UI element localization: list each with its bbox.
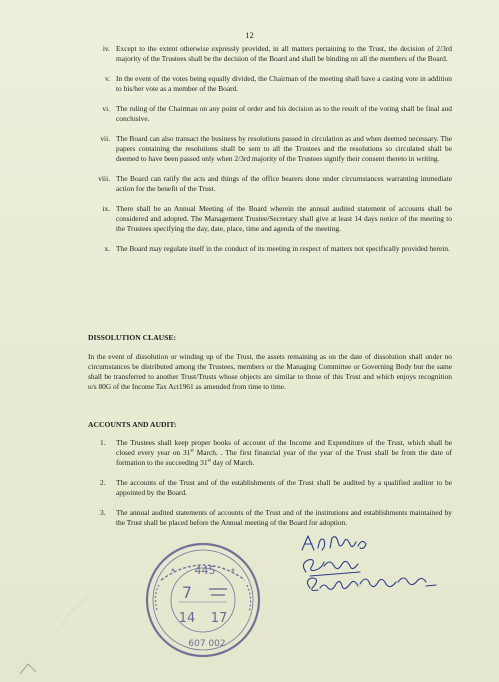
clause-x (88, 244, 452, 254)
item-number: 2. (100, 478, 106, 487)
clause-number: v. (104, 74, 110, 83)
accounts-item-3 (100, 508, 452, 528)
accounts-item-1 (100, 438, 452, 468)
clause-vii (88, 134, 452, 164)
clause-number: x. (104, 244, 110, 253)
page-number: 12 (245, 30, 254, 40)
corner-mark (18, 660, 38, 676)
clause-vi (88, 104, 452, 124)
accounts-item-2 (100, 478, 452, 498)
clause-number: iv. (102, 44, 110, 53)
clause-number: vii. (100, 134, 110, 143)
seal-pin: 607 002 (188, 639, 226, 649)
seal-line: 7 (181, 583, 193, 602)
clause-text: The Board can ratify the acts and things of the office bearers done under circumstances warranting immediate action for the benefit of the Trust. (116, 174, 452, 193)
accounts-list (100, 438, 452, 538)
scan-smudge (60, 590, 90, 630)
dissolution-heading: DISSOLUTION CLAUSE: (88, 333, 176, 342)
seal-date-b: 17 (210, 611, 228, 626)
clause-number: ix. (102, 204, 110, 213)
clause-text: The ruling of the Chairman on any point of order and his decision as to the result of the voting shall be final and conclusive. (116, 104, 452, 123)
clause-text: The Board can also transact the business by resolutions passed in circulation as and when deemed necessary. The papers containing the resolutions shall be sent to all the Trustees and the resolutions so circulated shall be deemed to have been passed only when 2/3rd majority of the Trustees signify their consent thereto in writing. (116, 134, 452, 163)
clause-text: There shall be an Annual Meeting of the Board wherein the annual audited statement of accounts shall be considered and adopted. The Management Trustee/Secretary shall give at least 14 days notice of the meeting to the Trustees specifying the day, date, place, time and agenda of the meeting. (116, 204, 452, 233)
accounts-heading: ACCOUNTS AND AUDIT: (88, 420, 177, 429)
seal-number: 445 (194, 564, 216, 577)
dissolution-paragraph: In the event of dissolution or winding up of the Trust, the assets remaining as on the date of dissolution shall under no circumstances be distributed among the Trustees, members or the Managing Committee or Governing Body but the same shall be transferred to another Trust/Trusts whose objects are similar to those of this Trust and which enjoys recognition u/s 80G of the Income Tax Act1961 as amended from time to time. (88, 352, 452, 391)
clause-iv (88, 44, 452, 64)
clause-viii (88, 174, 452, 194)
trustee-signatures (296, 528, 466, 608)
clause-text: Except to the extent otherwise expressly provided, in all matters pertaining to the Trust, the decision of 2/3rd majority of the Trustees shall be the decision of the Board and shall be binding on all the members of the Board. (116, 44, 452, 63)
item-number: 1. (100, 438, 106, 447)
item-text: The Trustees shall keep proper books of account of the Income and Expenditure of the Trust, which shall be closed every year on 31st March. . The first financial year of the year of the Trust shall be from the date of formation to the succeeding 31st day of March. (116, 438, 452, 467)
office-seal (143, 540, 263, 660)
item-text: The accounts of the Trust and of the establishments of the Trust shall be audited by a qualified auditor to be appointed by the Board. (116, 478, 452, 497)
clause-number: vi. (102, 104, 110, 113)
clause-v (88, 74, 452, 94)
seal-date-a: 14 (178, 611, 196, 626)
item-text: The annual audited statements of accounts of the Trust and of the institutions and establishments maintained by the Trust shall be placed before the Annual meeting of the Board for adoption. (116, 508, 452, 527)
item-number: 3. (100, 508, 106, 517)
clause-text: In the event of the votes being equally divided, the Chairman of the meeting shall have a casting vote in addition to his/her vote as a member of the Board. (116, 74, 452, 93)
clause-number: viii. (98, 174, 110, 183)
clause-text: The Board may regulate itself in the conduct of its meeting in respect of matters not specifically provided herein. (116, 244, 450, 253)
clause-ix (88, 204, 452, 234)
board-clauses-list (88, 44, 452, 264)
